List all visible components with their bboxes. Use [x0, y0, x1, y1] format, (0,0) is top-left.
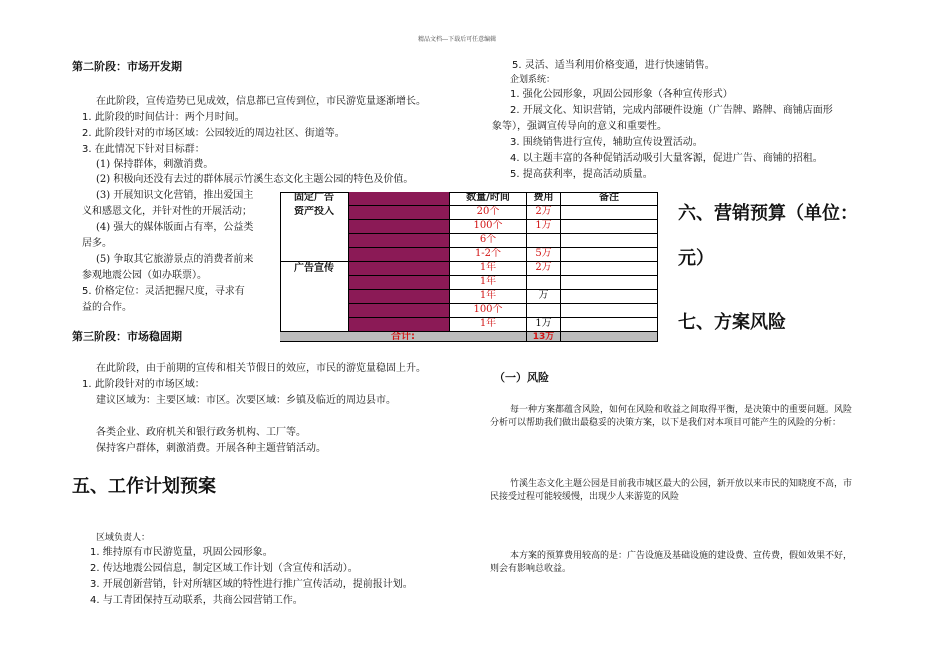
- row-6-note: [561, 276, 658, 290]
- budget-table: [280, 192, 658, 342]
- row-7-cost: 万: [527, 290, 561, 304]
- row-2-note: [561, 220, 658, 234]
- section5-title: 五、工作计划预案: [72, 476, 216, 497]
- section5-line4: 4. 与工青团保持互动联系，共商公园营销工作。: [90, 595, 303, 606]
- row-2-cost: 1万: [527, 220, 561, 234]
- risk-para2a: 竹溪生态文化主题公园是目前我市城区最大的公园，新开放以来市民的知晓度不高，市: [510, 479, 853, 489]
- row-1-item: [349, 206, 450, 220]
- planning-line5: 5. 提高获利率，提高活动质量。: [510, 169, 653, 180]
- table-header-maroon: [349, 192, 450, 206]
- row-3-cost: [527, 234, 561, 248]
- header-note: 备注: [561, 192, 658, 206]
- row-9-note: [561, 318, 658, 332]
- total-note: [561, 332, 658, 342]
- stage2-point3a: (3) 开展知识文化营销，推出爱国主: [96, 190, 254, 201]
- group-fixed-assets-label-b: [280, 206, 349, 262]
- planning-system-label: 企划系统：: [510, 75, 556, 85]
- row-4-item: [349, 248, 450, 262]
- stage2-line2: 2. 此阶段针对的市场区域：公园较近的周边社区、街道等。: [82, 128, 345, 139]
- row-1-note: [561, 206, 658, 220]
- stage3-line2: 建议区域为：主要区域：市区。次要区域：乡镇及临近的周边县市。: [96, 395, 396, 406]
- risk-para3a: 本方案的预算费用较高的是：广告设施及基础设施的建设费、宣传费，假如效果不好，: [510, 551, 853, 561]
- risk-para3b: 则会有影响总收益。: [490, 564, 572, 574]
- row-3-item: [349, 234, 450, 248]
- row-4-qty: 1-2个: [450, 248, 527, 262]
- stage3-intro: 在此阶段，由于前期的宣传和相关节假日的效应，市民的游览量稳固上升。: [96, 363, 426, 374]
- row-8-cost: [527, 304, 561, 318]
- planning-line2a: 2. 开展文化、知识营销，完成内部硬件设施（广告牌、路牌、商铺店面形: [510, 105, 833, 116]
- row-6-item: [349, 276, 450, 290]
- risk-para2b: 民接受过程可能较缓慢，出现少人来游览的风险: [490, 492, 680, 502]
- row-1-qty: 20个: [450, 206, 527, 220]
- stage2-intro: 在此阶段，宣传造势已见成效，信息都已宣传到位，市民游览量逐渐增长。: [96, 96, 426, 107]
- section7-title: 七、方案风险: [678, 312, 786, 333]
- row-4-note: [561, 248, 658, 262]
- row-7-note: [561, 290, 658, 304]
- risk-subtitle: （一）风险: [494, 371, 549, 384]
- header-quantity: 数量/时间: [450, 192, 527, 206]
- planning-line3: 3. 围绕销售进行宣传，辅助宣传设置活动。: [510, 137, 703, 148]
- planning-line1: 1. 强化公园形象，巩固公园形象（各种宣传形式）: [510, 89, 733, 100]
- row-3-note: [561, 234, 658, 248]
- row-9-item: [349, 318, 450, 332]
- row-2-item: [349, 220, 450, 234]
- planning-line2b: 象等），强调宣传导向的意义和重要性。: [492, 121, 667, 132]
- total-label: 合计:: [280, 332, 527, 342]
- stage3-line1: 1. 此阶段针对的市场区域：: [82, 379, 205, 390]
- group-advertising-text: 广告宣传: [294, 263, 334, 274]
- section5-line3: 3. 开展创新营销，针对所辖区域的特性进行推广宣传活动，提前报计划。: [90, 579, 413, 590]
- stage2-title: 第二阶段：市场开发期: [72, 60, 182, 73]
- section5-line2: 2. 传达地震公园信息，制定区域工作计划（含宣传和活动）。: [90, 563, 358, 574]
- plan-line5: 5. 灵活、适当利用价格变通，进行快速销售。: [512, 60, 715, 71]
- section5-line1: 1. 维持原有市民游览量，巩固公园形象。: [90, 547, 273, 558]
- row-1-cost: 2万: [527, 206, 561, 220]
- row-5-cost: 2万: [527, 262, 561, 276]
- section5-owner: 区域负责人：: [96, 533, 151, 543]
- group-advertising-label: [280, 262, 349, 332]
- risk-para1a: 每一种方案都蕴含风险，如何在风险和收益之间取得平衡，是决策中的重要问题。风险: [510, 405, 853, 415]
- risk-para1b: 分析可以帮助我们做出最稳妥的决策方案，以下是我们对本项目可能产生的风险的分析：: [490, 418, 842, 428]
- row-6-cost: [527, 276, 561, 290]
- group-fixed-assets-label-a: 固定广告: [280, 192, 349, 206]
- planning-line4: 4. 以主题丰富的各种促销活动吸引大量客源，促进广告、商铺的招租。: [510, 153, 823, 164]
- stage2-point5a: (5) 争取其它旅游景点的消费者前来: [96, 254, 254, 265]
- row-5-note: [561, 262, 658, 276]
- row-9-cost: 1万: [527, 318, 561, 332]
- header-cost: 费用: [527, 192, 561, 206]
- row-6-qty: 1年: [450, 276, 527, 290]
- page-header: 精品文档---下载后可任意编辑: [418, 36, 497, 43]
- row-8-item: [349, 304, 450, 318]
- row-3-qty: 6个: [450, 234, 527, 248]
- stage2-line3: 3. 在此情况下针对目标群：: [82, 144, 205, 155]
- stage2-point2: (2) 积极向还没有去过的群体展示竹溪生态文化主题公园的特色及价值。: [96, 174, 414, 185]
- stage2-line1: 1. 此阶段的时间估计：两个月时间。: [82, 112, 245, 123]
- stage2-line5b: 益的合作。: [82, 302, 132, 313]
- stage2-point4a: (4) 强大的媒体版面占有率，公益类: [96, 222, 254, 233]
- row-9-qty: 1年: [450, 318, 527, 332]
- row-7-qty: 1年: [450, 290, 527, 304]
- group-fixed-assets-text: 资产投入: [294, 206, 334, 217]
- stage2-point1: (1) 保持群体，刺激消费。: [96, 159, 214, 170]
- row-5-item: [349, 262, 450, 276]
- row-5-qty: 1年: [450, 262, 527, 276]
- row-2-qty: 100个: [450, 220, 527, 234]
- row-8-note: [561, 304, 658, 318]
- section6-title-a: 六、营销预算（单位：: [678, 203, 858, 224]
- stage2-point4b: 居多。: [82, 238, 112, 249]
- row-4-cost: 5万: [527, 248, 561, 262]
- row-8-qty: 100个: [450, 304, 527, 318]
- stage2-point5b: 参观地震公园（如办联票）。: [82, 270, 207, 281]
- row-7-item: [349, 290, 450, 304]
- section6-title-b: 元）: [678, 248, 714, 269]
- stage3-line4: 保持客户群体，刺激消费。开展各种主题营销活动。: [96, 443, 326, 454]
- stage2-point3b: 义和感恩文化，并针对性的开展活动；: [82, 206, 252, 217]
- stage2-line5a: 5. 价格定位：灵活把握尺度，寻求有: [82, 286, 245, 297]
- total-value: 13万: [527, 332, 561, 342]
- stage3-title: 第三阶段：市场稳固期: [72, 330, 182, 343]
- stage3-line3: 各类企业、政府机关和银行政务机构、工厂等。: [96, 427, 306, 438]
